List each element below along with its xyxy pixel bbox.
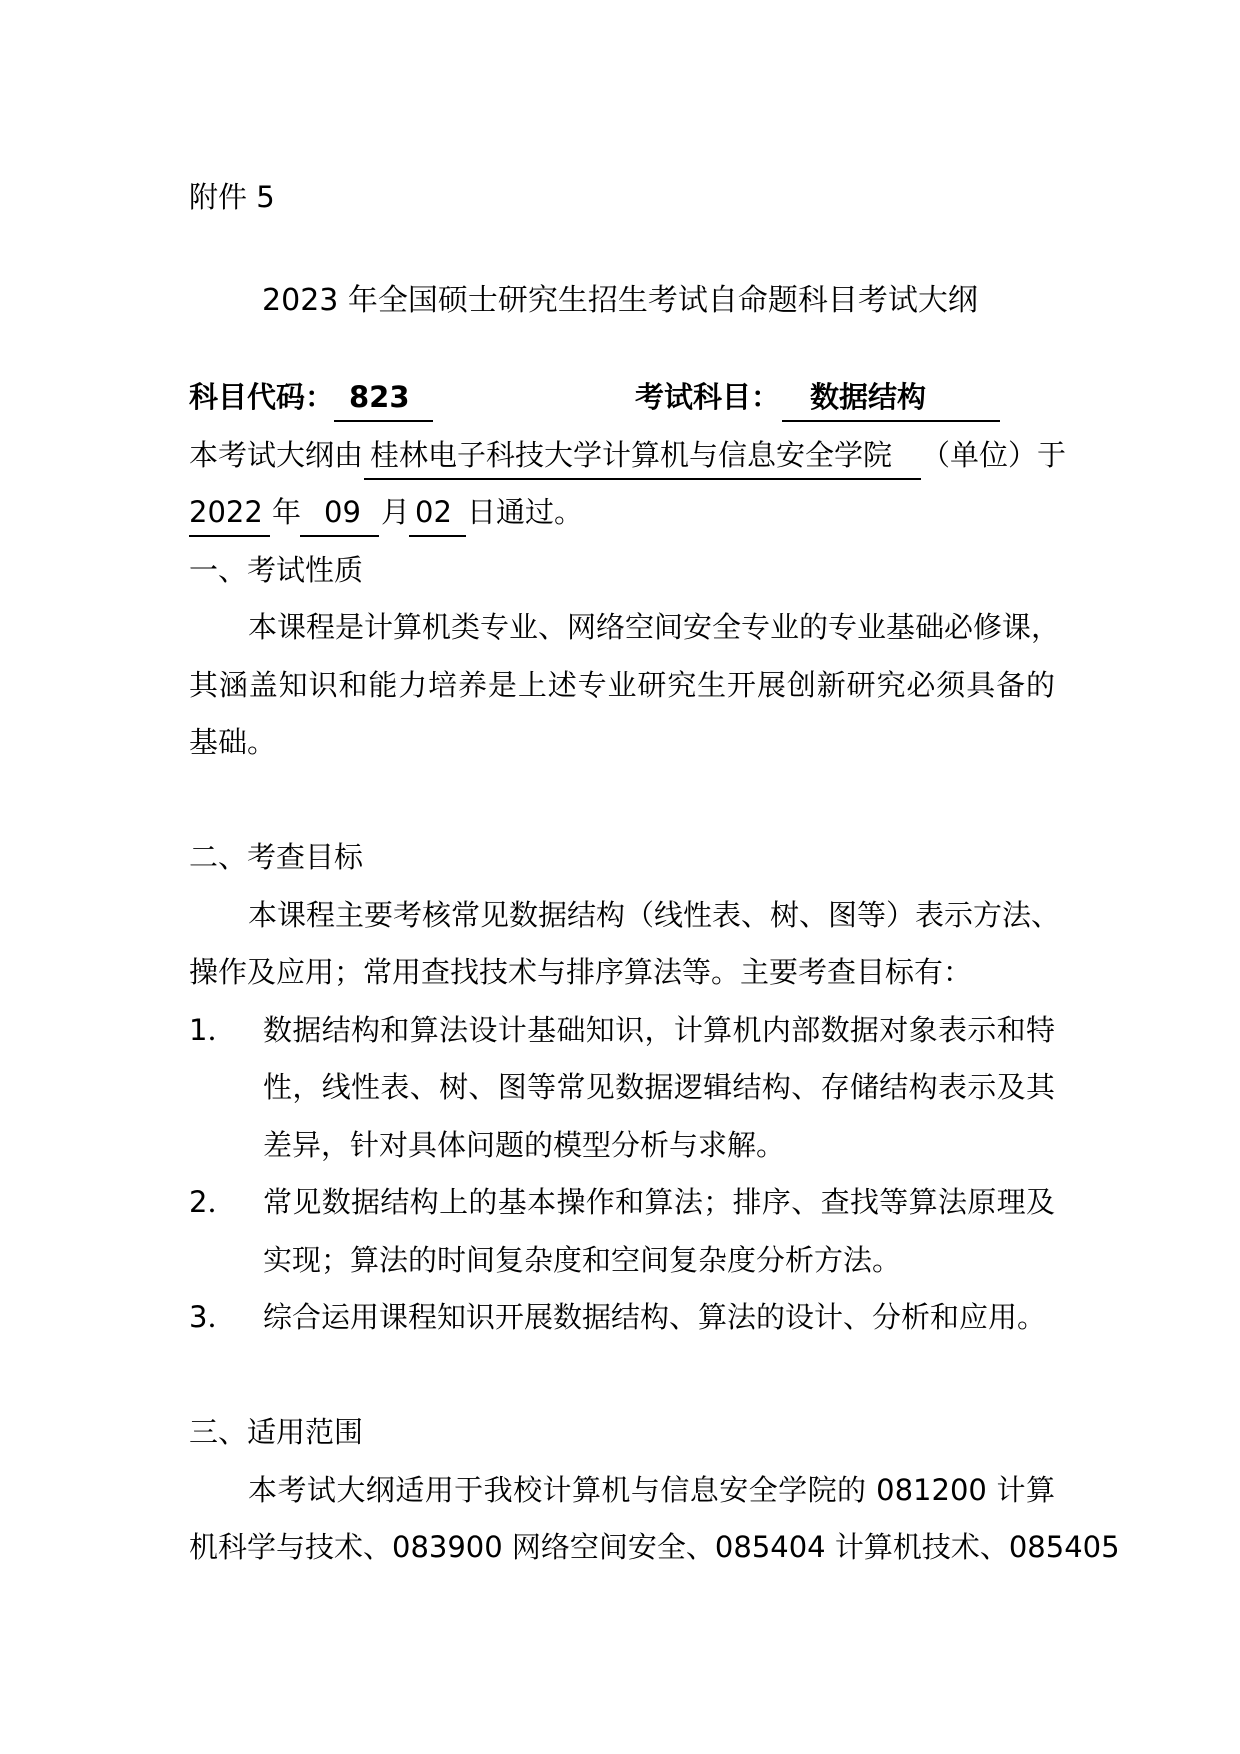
paragraph-line: 本课程是计算机类专业、网络空间安全专业的专业基础必修课， bbox=[248, 610, 1061, 644]
list-number: 1． bbox=[189, 1013, 237, 1047]
subject-code-label: 科目代码： bbox=[189, 380, 335, 414]
month-unit: 月 bbox=[381, 495, 411, 529]
subject-code-field bbox=[334, 368, 433, 422]
institution-value: 桂林电子科技大学计算机与信息安全学院 bbox=[370, 438, 893, 472]
document-title: 2023 年全国硕士研究生招生考试自命题科目考试大纲 bbox=[262, 283, 978, 318]
subject-name-value: 数据结构 bbox=[810, 380, 927, 414]
approval-suffix: （单位）于 bbox=[921, 438, 1067, 472]
day-suffix: 日通过。 bbox=[467, 495, 584, 529]
paragraph-line: 本课程主要考核常见数据结构（线性表、树、图等）表示方法、 bbox=[248, 898, 1061, 932]
subject-name-field bbox=[782, 368, 1000, 422]
month-value: 09 bbox=[324, 495, 361, 529]
list-item-line: 性，线性表、树、图等常见数据逻辑结构、存储结构表示及其 bbox=[263, 1070, 1055, 1104]
section-heading-nature: 一、考试性质 bbox=[189, 553, 364, 587]
list-item-line: 常见数据结构上的基本操作和算法；排序、查找等算法原理及 bbox=[263, 1185, 1055, 1219]
list-number: 3． bbox=[189, 1300, 237, 1334]
attachment-label: 附件 5 bbox=[189, 180, 275, 214]
paragraph-line: 基础。 bbox=[189, 725, 277, 759]
subject-code-value: 823 bbox=[349, 380, 410, 414]
list-item-line: 差异，针对具体问题的模型分析与求解。 bbox=[263, 1128, 786, 1162]
paragraph-line: 本考试大纲适用于我校计算机与信息安全学院的 081200 计算 bbox=[248, 1473, 1055, 1507]
approval-prefix: 本考试大纲由 bbox=[189, 438, 364, 472]
day-value: 02 bbox=[415, 495, 452, 529]
list-item-line: 综合运用课程知识开展数据结构、算法的设计、分析和应用。 bbox=[263, 1300, 1047, 1334]
paragraph-line: 机科学与技术、083900 网络空间安全、085404 计算机技术、085405 bbox=[189, 1530, 1120, 1564]
list-number: 2． bbox=[189, 1185, 237, 1219]
subject-code-row bbox=[189, 368, 334, 426]
subject-name-label: 考试科目： bbox=[635, 380, 781, 414]
year-unit: 年 bbox=[272, 495, 302, 529]
month-field bbox=[300, 483, 379, 537]
paragraph-line: 操作及应用；常用查找技术与排序算法等。主要考查目标有： bbox=[189, 955, 973, 989]
section-heading-objectives: 二、考查目标 bbox=[189, 840, 364, 874]
institution-field bbox=[364, 426, 921, 480]
section-heading-scope: 三、适用范围 bbox=[189, 1415, 364, 1449]
day-field bbox=[409, 483, 466, 537]
year-value: 2022 bbox=[189, 495, 263, 529]
year-field bbox=[189, 483, 270, 537]
list-item-line: 实现；算法的时间复杂度和空间复杂度分析方法。 bbox=[263, 1243, 902, 1277]
paragraph-line: 其涵盖知识和能力培养是上述专业研究生开展创新研究必须具备的 bbox=[189, 668, 1055, 702]
list-item-line: 数据结构和算法设计基础知识，计算机内部数据对象表示和特 bbox=[263, 1013, 1055, 1047]
